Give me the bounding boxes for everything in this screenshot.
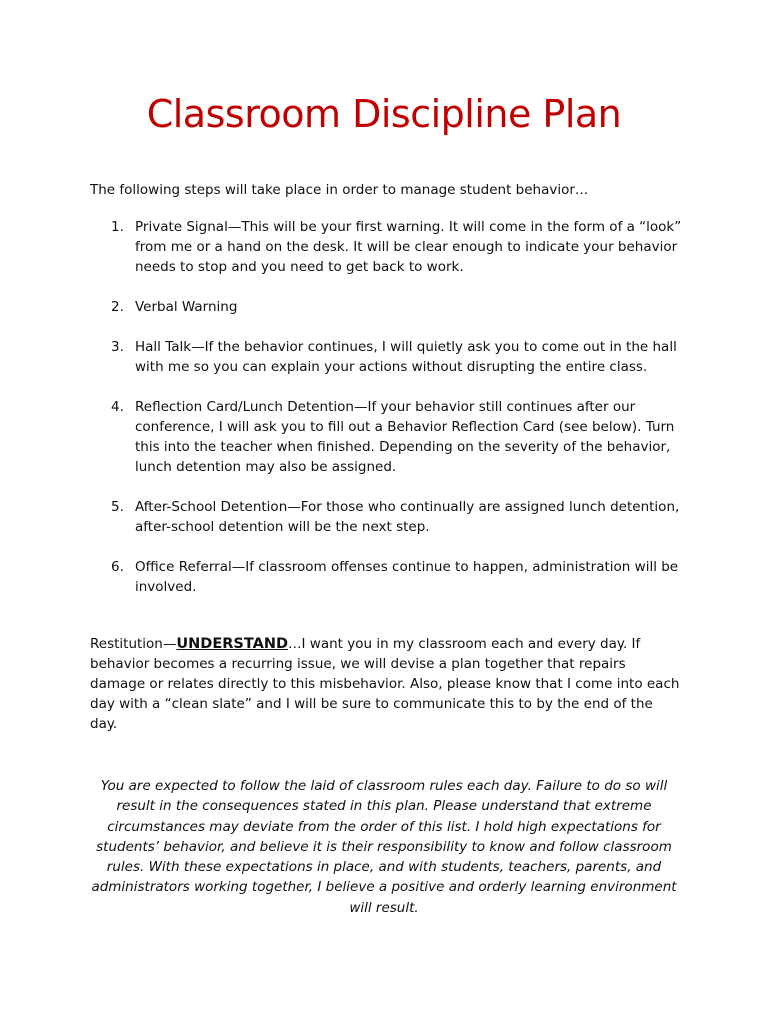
list-item xyxy=(90,557,690,597)
restitution-lead: Restitution— xyxy=(90,636,177,652)
restitution-paragraph xyxy=(90,634,680,734)
list-item xyxy=(90,497,690,537)
list-item xyxy=(90,217,690,277)
page-title: Classroom Discipline Plan xyxy=(146,92,622,136)
restitution-body: …I want you in my classroom each and every day. If behavior becomes a recurring issue, we will devise a plan together that repairs damage or relates directly to this misbehavior. Also, please know that I come into each day with a “clean slate” and I will be sure to communicate this to by the end of the day. xyxy=(90,636,680,732)
step-text: Verbal Warning xyxy=(135,299,238,315)
step-number: 5. xyxy=(111,499,124,515)
step-number: 4. xyxy=(111,399,124,415)
step-text: Office Referral—If classroom offenses continue to happen, administration will be involved. xyxy=(135,559,679,595)
intro-paragraph: The following steps will take place in order to manage student behavior… xyxy=(90,182,589,198)
list-item xyxy=(90,297,690,317)
step-text: After-School Detention—For those who continually are assigned lunch detention, after-school detention will be the next step. xyxy=(135,499,680,535)
discipline-steps-list xyxy=(90,217,690,617)
step-number: 2. xyxy=(111,299,124,315)
closing-statement: You are expected to follow the laid of classroom rules each day. Failure to do so will result in the consequences stated in this plan. Please understand that extreme circumstances may deviate from the order of this list. I hold high expectations for students’ behavior, and believe it is their responsibility to know and follow classroom rules. With these expectations in place, and with students, teachers, parents, and administrators working together, I believe a positive and orderly learning environment will result. xyxy=(91,778,677,916)
step-text: Reflection Card/Lunch Detention—If your behavior still continues after our conference, I will ask you to fill out a Behavior Reflection Card (see below). Turn this into the teacher when finished. Depending on the severity of the behavior, lunch detention may also be assigned. xyxy=(135,399,675,475)
list-item xyxy=(90,337,690,377)
step-number: 1. xyxy=(111,219,124,235)
list-item xyxy=(90,397,690,477)
step-text: Private Signal—This will be your first warning. It will come in the form of a “look” from me or a hand on the desk. It will be clear enough to indicate your behavior needs to stop and you need to get back to work. xyxy=(135,219,682,275)
step-text: Hall Talk—If the behavior continues, I will quietly ask you to come out in the hall with me so you can explain your actions without disrupting the entire class. xyxy=(135,339,677,375)
step-number: 3. xyxy=(111,339,124,355)
understand-emphasis: UNDERSTAND xyxy=(176,636,288,652)
step-number: 6. xyxy=(111,559,124,575)
